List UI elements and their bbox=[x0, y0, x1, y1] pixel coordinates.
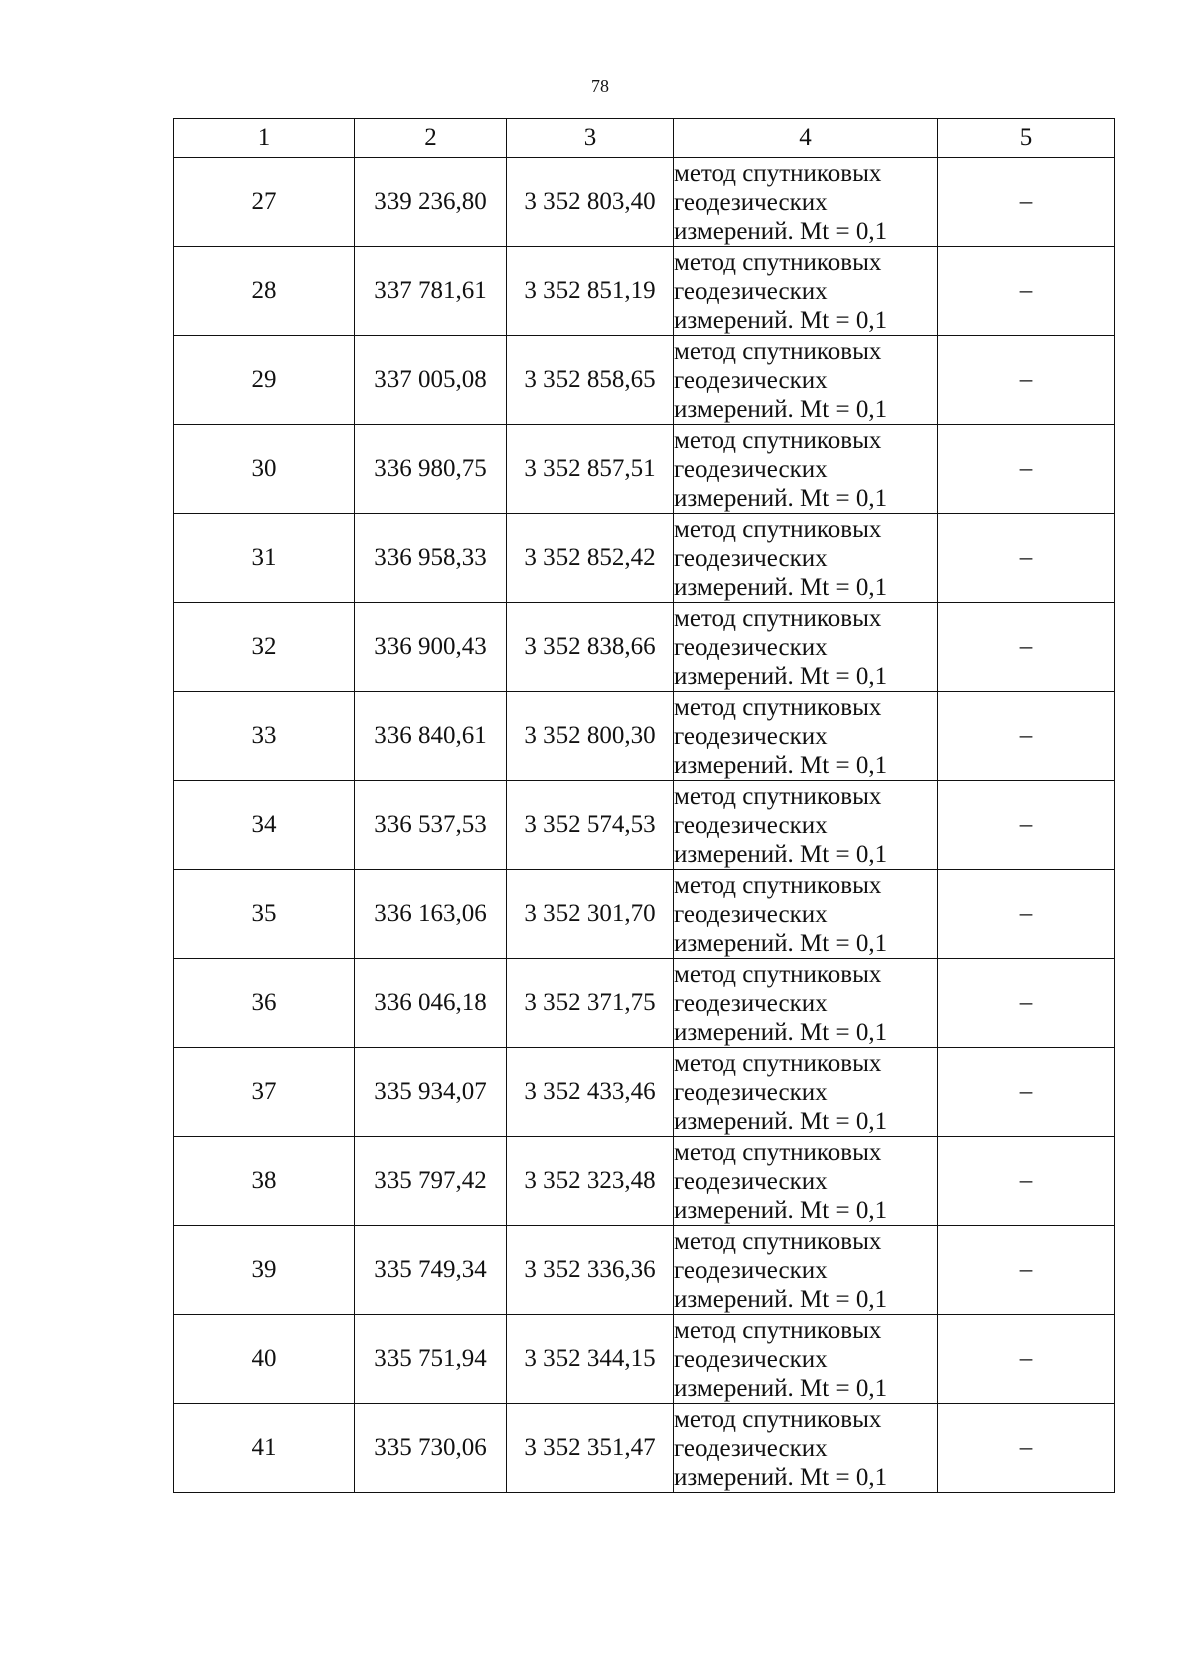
note-cell: – bbox=[938, 870, 1115, 959]
table-row bbox=[174, 1226, 1115, 1315]
note-cell: – bbox=[938, 1404, 1115, 1493]
x-coordinate-cell: 335 730,06 bbox=[355, 1404, 507, 1493]
point-number-cell: 41 bbox=[174, 1404, 355, 1493]
method-cell: метод спутниковых геодезических измерений. Mt = 0,1 bbox=[674, 1048, 938, 1137]
point-number-cell: 39 bbox=[174, 1226, 355, 1315]
column-header-4: 4 bbox=[674, 119, 938, 158]
table-row bbox=[174, 514, 1115, 603]
note-cell: – bbox=[938, 247, 1115, 336]
x-coordinate-cell: 336 840,61 bbox=[355, 692, 507, 781]
method-cell: метод спутниковых геодезических измерений. Mt = 0,1 bbox=[674, 1226, 938, 1315]
y-coordinate-cell: 3 352 852,42 bbox=[507, 514, 674, 603]
table-row bbox=[174, 1315, 1115, 1404]
table-row bbox=[174, 158, 1115, 247]
method-cell: метод спутниковых геодезических измерений. Mt = 0,1 bbox=[674, 425, 938, 514]
method-cell: метод спутниковых геодезических измерений. Mt = 0,1 bbox=[674, 603, 938, 692]
method-cell: метод спутниковых геодезических измерений. Mt = 0,1 bbox=[674, 1137, 938, 1226]
note-cell: – bbox=[938, 425, 1115, 514]
table-row bbox=[174, 336, 1115, 425]
method-cell: метод спутниковых геодезических измерений. Mt = 0,1 bbox=[674, 870, 938, 959]
column-header-1: 1 bbox=[174, 119, 355, 158]
note-cell: – bbox=[938, 1137, 1115, 1226]
x-coordinate-cell: 339 236,80 bbox=[355, 158, 507, 247]
table-row bbox=[174, 1048, 1115, 1137]
page-number: 78 bbox=[591, 76, 609, 96]
point-number-cell: 30 bbox=[174, 425, 355, 514]
note-cell: – bbox=[938, 692, 1115, 781]
note-cell: – bbox=[938, 959, 1115, 1048]
table-body bbox=[174, 158, 1115, 1493]
y-coordinate-cell: 3 352 838,66 bbox=[507, 603, 674, 692]
point-number-cell: 31 bbox=[174, 514, 355, 603]
note-cell: – bbox=[938, 1315, 1115, 1404]
y-coordinate-cell: 3 352 371,75 bbox=[507, 959, 674, 1048]
note-cell: – bbox=[938, 158, 1115, 247]
method-cell: метод спутниковых геодезических измерений. Mt = 0,1 bbox=[674, 336, 938, 425]
table-row bbox=[174, 692, 1115, 781]
y-coordinate-cell: 3 352 574,53 bbox=[507, 781, 674, 870]
y-coordinate-cell: 3 352 351,47 bbox=[507, 1404, 674, 1493]
point-number-cell: 27 bbox=[174, 158, 355, 247]
note-cell: – bbox=[938, 781, 1115, 870]
point-number-cell: 37 bbox=[174, 1048, 355, 1137]
x-coordinate-cell: 335 749,34 bbox=[355, 1226, 507, 1315]
column-header-5: 5 bbox=[938, 119, 1115, 158]
method-cell: метод спутниковых геодезических измерений. Mt = 0,1 bbox=[674, 1315, 938, 1404]
x-coordinate-cell: 337 005,08 bbox=[355, 336, 507, 425]
y-coordinate-cell: 3 352 857,51 bbox=[507, 425, 674, 514]
y-coordinate-cell: 3 352 336,36 bbox=[507, 1226, 674, 1315]
y-coordinate-cell: 3 352 301,70 bbox=[507, 870, 674, 959]
y-coordinate-cell: 3 352 433,46 bbox=[507, 1048, 674, 1137]
note-cell: – bbox=[938, 603, 1115, 692]
x-coordinate-cell: 335 797,42 bbox=[355, 1137, 507, 1226]
method-cell: метод спутниковых геодезических измерений. Mt = 0,1 bbox=[674, 158, 938, 247]
table-row bbox=[174, 247, 1115, 336]
table-row bbox=[174, 959, 1115, 1048]
table-row bbox=[174, 1404, 1115, 1493]
coordinates-table bbox=[173, 118, 1115, 1493]
note-cell: – bbox=[938, 1226, 1115, 1315]
y-coordinate-cell: 3 352 323,48 bbox=[507, 1137, 674, 1226]
point-number-cell: 28 bbox=[174, 247, 355, 336]
table-row bbox=[174, 1137, 1115, 1226]
method-cell: метод спутниковых геодезических измерений. Mt = 0,1 bbox=[674, 781, 938, 870]
note-cell: – bbox=[938, 336, 1115, 425]
column-header-2: 2 bbox=[355, 119, 507, 158]
y-coordinate-cell: 3 352 851,19 bbox=[507, 247, 674, 336]
table-header-row bbox=[174, 119, 1115, 158]
point-number-cell: 36 bbox=[174, 959, 355, 1048]
point-number-cell: 32 bbox=[174, 603, 355, 692]
y-coordinate-cell: 3 352 858,65 bbox=[507, 336, 674, 425]
x-coordinate-cell: 336 537,53 bbox=[355, 781, 507, 870]
point-number-cell: 33 bbox=[174, 692, 355, 781]
method-cell: метод спутниковых геодезических измерений. Mt = 0,1 bbox=[674, 1404, 938, 1493]
point-number-cell: 40 bbox=[174, 1315, 355, 1404]
y-coordinate-cell: 3 352 803,40 bbox=[507, 158, 674, 247]
x-coordinate-cell: 336 980,75 bbox=[355, 425, 507, 514]
x-coordinate-cell: 336 900,43 bbox=[355, 603, 507, 692]
note-cell: – bbox=[938, 514, 1115, 603]
method-cell: метод спутниковых геодезических измерений. Mt = 0,1 bbox=[674, 247, 938, 336]
y-coordinate-cell: 3 352 344,15 bbox=[507, 1315, 674, 1404]
table-row bbox=[174, 603, 1115, 692]
x-coordinate-cell: 337 781,61 bbox=[355, 247, 507, 336]
table-row bbox=[174, 425, 1115, 514]
method-cell: метод спутниковых геодезических измерений. Mt = 0,1 bbox=[674, 514, 938, 603]
method-cell: метод спутниковых геодезических измерений. Mt = 0,1 bbox=[674, 692, 938, 781]
point-number-cell: 34 bbox=[174, 781, 355, 870]
point-number-cell: 29 bbox=[174, 336, 355, 425]
method-cell: метод спутниковых геодезических измерений. Mt = 0,1 bbox=[674, 959, 938, 1048]
x-coordinate-cell: 336 046,18 bbox=[355, 959, 507, 1048]
x-coordinate-cell: 335 751,94 bbox=[355, 1315, 507, 1404]
note-cell: – bbox=[938, 1048, 1115, 1137]
x-coordinate-cell: 336 163,06 bbox=[355, 870, 507, 959]
x-coordinate-cell: 336 958,33 bbox=[355, 514, 507, 603]
table-row bbox=[174, 870, 1115, 959]
point-number-cell: 38 bbox=[174, 1137, 355, 1226]
table-row bbox=[174, 781, 1115, 870]
point-number-cell: 35 bbox=[174, 870, 355, 959]
column-header-3: 3 bbox=[507, 119, 674, 158]
y-coordinate-cell: 3 352 800,30 bbox=[507, 692, 674, 781]
x-coordinate-cell: 335 934,07 bbox=[355, 1048, 507, 1137]
